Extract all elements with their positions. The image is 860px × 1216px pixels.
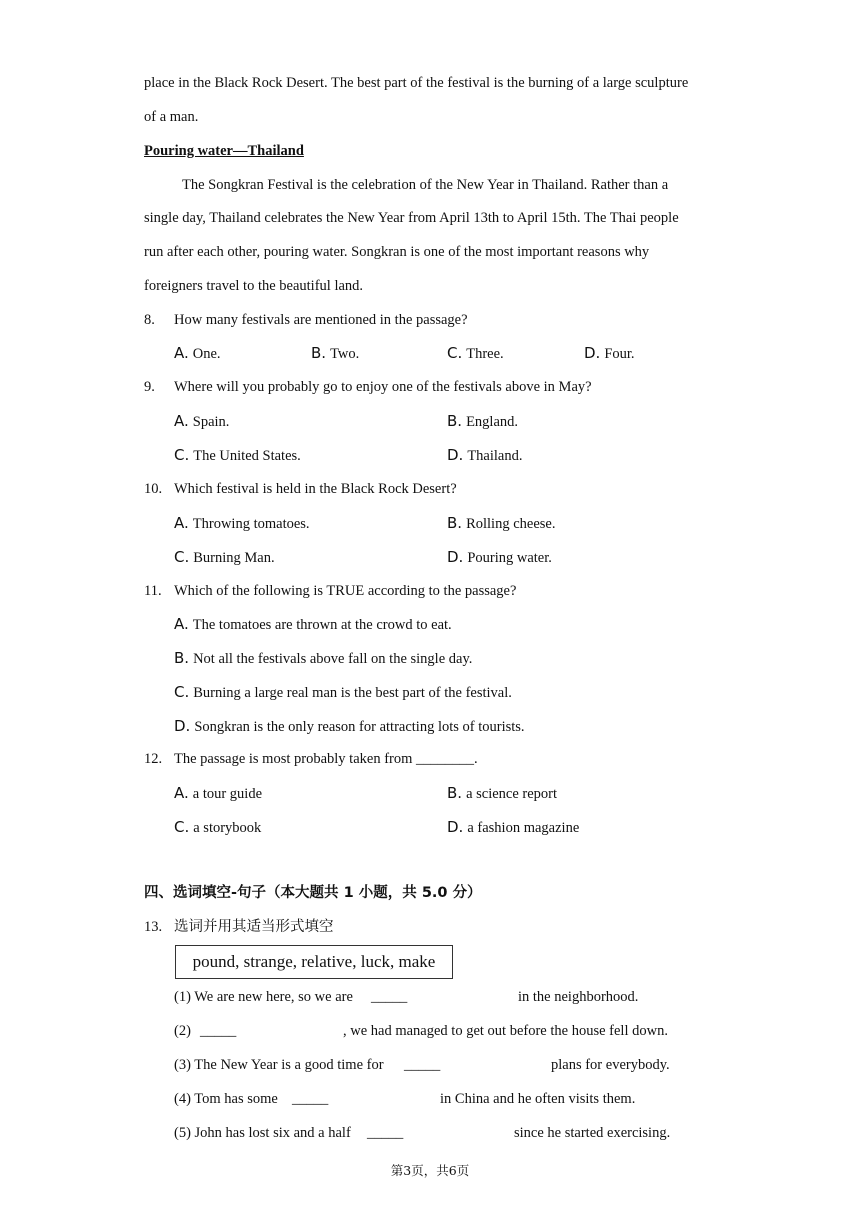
passage-line: run after each other, pouring water. Songkran is one of the most important reasons why [144, 244, 650, 260]
question-text: How many festivals are mentioned in the passage? [174, 312, 468, 328]
fill-item-post: plans for everybody. [551, 1057, 670, 1073]
option-text: Thailand. [467, 448, 523, 464]
fill-blank[interactable]: _____ [200, 1023, 237, 1039]
option-d[interactable] [447, 446, 523, 465]
option-text: a tour guide [192, 786, 263, 802]
question-text: Which of the following is TRUE according to the passage? [174, 583, 517, 599]
section-title-prefix: 四、选词填空-句子（本大题共 [144, 885, 339, 901]
passage-line: single day, Thailand celebrates the New Year from April 13th to April 15th. The Thai people [144, 210, 679, 226]
option-letter: D. [447, 446, 464, 464]
question-number: 11. [144, 583, 162, 599]
question-number: 10. [144, 481, 163, 497]
section-count: 1 [343, 885, 354, 901]
option-b[interactable] [447, 412, 518, 431]
option-text: a fashion magazine [467, 820, 580, 836]
option-letter: B. [447, 412, 463, 430]
option-letter: A. [174, 784, 189, 802]
option-text: Throwing tomatoes. [192, 516, 310, 532]
fill-blank[interactable]: _____ [292, 1091, 329, 1107]
option-text: Burning a large real man is the best part of the festival. [193, 685, 512, 701]
option-a[interactable] [174, 344, 221, 363]
option-c[interactable] [447, 344, 504, 363]
option-letter: D. [174, 717, 191, 735]
option-text: One. [192, 346, 221, 362]
option-letter: C. [174, 548, 190, 566]
section-heading: Pouring water—Thailand [144, 143, 304, 159]
fill-item-post: in the neighborhood. [518, 989, 639, 1005]
option-letter: B. [311, 344, 327, 362]
option-text: a science report [466, 786, 558, 802]
option-d[interactable] [447, 818, 579, 837]
option-text: Pouring water. [467, 550, 552, 566]
option-c[interactable] [174, 446, 301, 465]
option-d[interactable] [447, 548, 552, 567]
page-footer: 第3页，共6页 [390, 1163, 470, 1178]
option-letter: C. [174, 818, 190, 836]
passage-line: The Songkran Festival is the celebration of the New Year in Thailand. Rather than a [182, 177, 669, 193]
option-text: England. [466, 414, 519, 430]
option-b[interactable] [311, 344, 359, 363]
option-a[interactable] [174, 615, 452, 634]
option-letter: D. [584, 344, 601, 362]
section-title [144, 884, 482, 902]
section-score: 5.0 [421, 885, 448, 901]
fill-item-pre: (5) John has lost six and a half [174, 1125, 351, 1141]
option-b[interactable] [447, 784, 557, 803]
option-letter: A. [174, 615, 189, 633]
option-text: Spain. [192, 414, 230, 430]
option-letter: A. [174, 514, 189, 532]
fill-blank[interactable]: _____ [404, 1057, 441, 1073]
option-d[interactable] [584, 344, 635, 363]
option-c[interactable] [174, 683, 512, 702]
fill-item-post: , we had managed to get out before the house fell down. [343, 1023, 668, 1039]
option-letter: A. [174, 344, 189, 362]
option-letter: D. [447, 548, 464, 566]
option-text: Three. [466, 346, 504, 362]
option-a[interactable] [174, 514, 310, 533]
question-text: The passage is most probably taken from ________. [174, 751, 478, 767]
fill-blank[interactable]: _____ [367, 1125, 404, 1141]
passage-line: place in the Black Rock Desert. The best part of the festival is the burning of a large sculpture [144, 75, 689, 91]
option-letter: C. [174, 683, 190, 701]
option-text: Songkran is the only reason for attracting lots of tourists. [194, 719, 525, 735]
option-text: Four. [604, 346, 635, 362]
option-letter: C. [174, 446, 190, 464]
question-text: Where will you probably go to enjoy one of the festivals above in May? [174, 379, 592, 395]
fill-blank[interactable]: _____ [371, 989, 408, 1005]
option-text: The tomatoes are thrown at the crowd to eat. [192, 617, 452, 633]
option-a[interactable] [174, 412, 229, 431]
fill-item-post: since he started exercising. [514, 1125, 671, 1141]
passage-line: foreigners travel to the beautiful land. [144, 278, 364, 294]
fill-item-pre: (1) We are new here, so we are [174, 989, 353, 1005]
option-letter: D. [447, 818, 464, 836]
option-text: a storybook [193, 820, 262, 836]
question-number: 8. [144, 312, 155, 328]
option-letter: B. [174, 649, 190, 667]
section-title-suffix: 分） [452, 885, 482, 901]
option-d[interactable] [174, 717, 525, 736]
section-title-mid: 小题，共 [358, 885, 417, 901]
option-text: Not all the festivals above fall on the single day. [193, 651, 473, 667]
question-number: 12. [144, 751, 163, 767]
option-text: Two. [330, 346, 360, 362]
option-c[interactable] [174, 818, 261, 837]
fill-item-post: in China and he often visits them. [440, 1091, 636, 1107]
question-number: 9. [144, 379, 155, 395]
question-text: Which festival is held in the Black Rock Desert? [174, 481, 457, 497]
word-bank: pound, strange, relative, luck, make [175, 945, 453, 979]
option-text: The United States. [193, 448, 301, 464]
option-letter: A. [174, 412, 189, 430]
passage-line: of a man. [144, 109, 199, 125]
option-text: Burning Man. [193, 550, 275, 566]
option-b[interactable] [447, 514, 555, 533]
fill-item-pre: (2) [174, 1023, 191, 1039]
option-text: Rolling cheese. [466, 516, 556, 532]
option-b[interactable] [174, 649, 472, 668]
option-letter: C. [447, 344, 463, 362]
question-instruction: 选词并用其适当形式填空 [174, 919, 334, 935]
option-letter: B. [447, 784, 463, 802]
option-c[interactable] [174, 548, 275, 567]
fill-item-pre: (3) The New Year is a good time for [174, 1057, 384, 1073]
option-a[interactable] [174, 784, 262, 803]
question-number: 13. [144, 919, 163, 935]
option-letter: B. [447, 514, 463, 532]
fill-item-pre: (4) Tom has some [174, 1091, 278, 1107]
